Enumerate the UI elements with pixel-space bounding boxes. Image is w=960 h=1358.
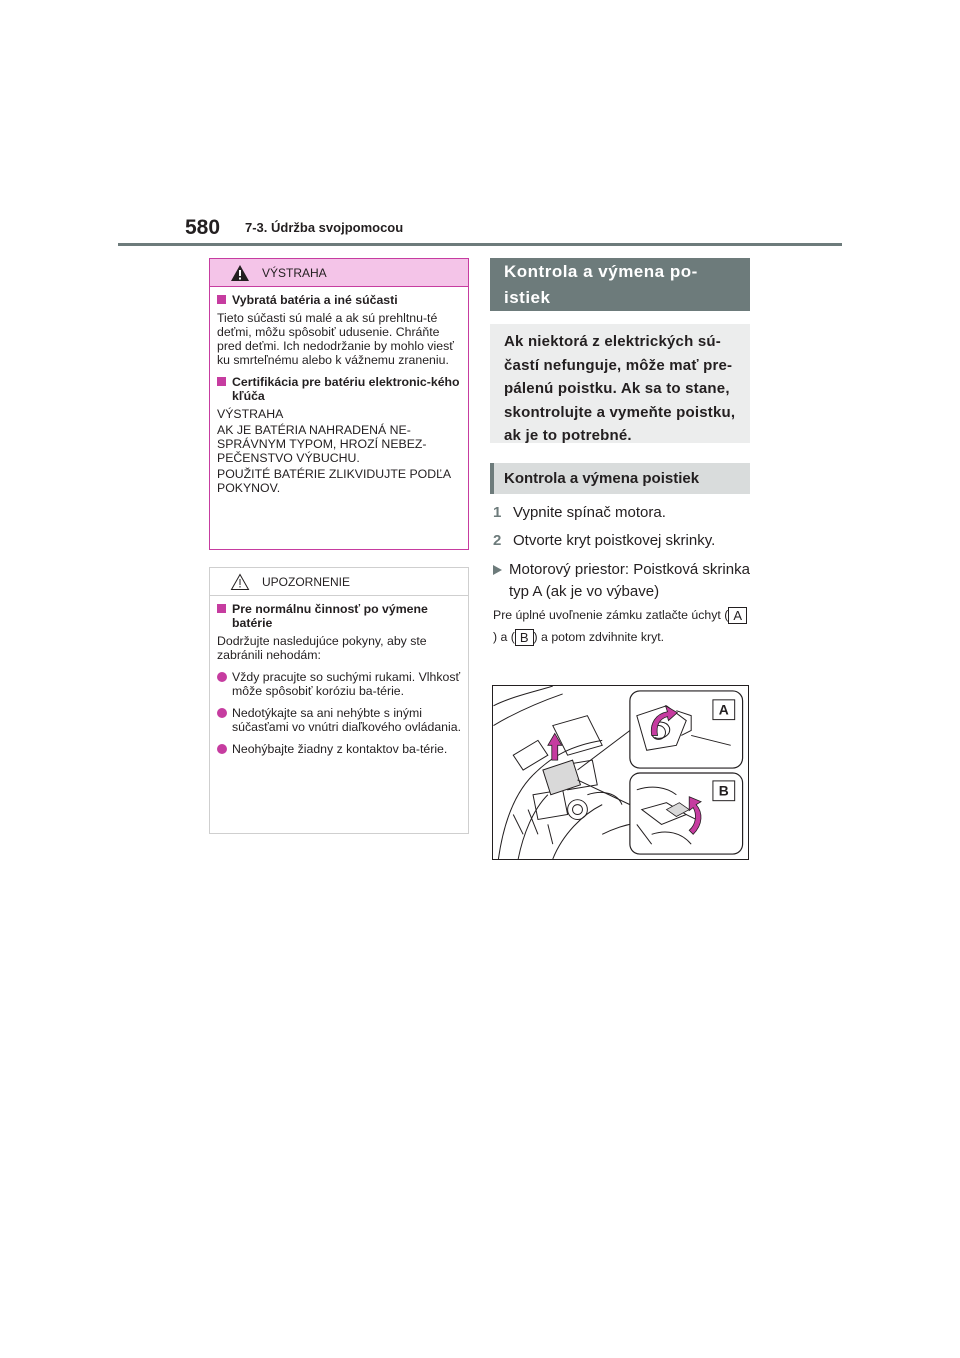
step-number: 1 — [493, 504, 502, 521]
warning-triangle-icon — [230, 264, 250, 282]
arrow-list-item — [493, 559, 753, 603]
detail-text-part: ) a potom zdvihnite kryt. — [533, 630, 665, 644]
fuse-box-illustration — [492, 685, 749, 860]
warning-paragraph-2a: VÝSTRAHA — [217, 407, 284, 421]
dot-bullet-icon — [217, 672, 230, 682]
notice-paragraph-1: Dodržujte nasledujúce pokyny, aby ste zabránili nehodám: — [217, 634, 427, 662]
list-item — [217, 742, 461, 756]
list-item-text: Neohýbajte žiadny z kontaktov ba-térie. — [232, 742, 448, 756]
notice-title: UPOZORNENIE — [262, 574, 351, 589]
square-bullet-icon — [217, 604, 228, 613]
triangle-bullet-icon — [493, 565, 509, 575]
detail-text-part: ) a ( — [493, 630, 515, 644]
warning-title: VÝSTRAHA — [262, 265, 327, 280]
square-bullet-icon — [217, 295, 228, 304]
page-number: 580 — [185, 216, 221, 239]
square-bullet-icon — [217, 377, 228, 386]
label-a-box: A — [728, 607, 747, 624]
warning-body — [210, 287, 468, 495]
warning-heading-2-text: Certifikácia pre batériu elektronic-kého kľúča — [232, 375, 460, 403]
header-rule — [118, 243, 842, 246]
notice-header — [210, 568, 468, 596]
label-b-box: B — [515, 629, 534, 646]
detail-text — [493, 604, 749, 648]
arrow-list-item-text: Motorový priestor: Poistková skrinka typ A (ak je vo výbave) — [509, 561, 750, 600]
warning-heading-2 — [217, 375, 461, 403]
caution-triangle-icon — [230, 573, 250, 591]
warning-paragraph-1: Tieto súčasti sú malé a ak sú prehltnu-té deťmi, môžu spôsobiť udusenie. Chráňte pred deťmi. Ich nedodržanie by mohlo viesť ku smrteľnému alebo k vážnemu zraneniu. — [217, 311, 454, 367]
list-item-text: Vždy pracujte so suchými rukami. Vlhkosť môže spôsobiť koróziu ba-térie. — [232, 670, 461, 698]
warning-heading-1-text: Vybratá batéria a iné súčasti — [232, 293, 398, 307]
step-text: Otvorte kryt poistkovej skrinky. — [513, 532, 716, 549]
list-item — [217, 706, 461, 734]
notice-heading-1-text: Pre normálnu činnosť po výmene batérie — [232, 602, 428, 630]
warning-header — [210, 259, 468, 287]
notice-body — [210, 596, 468, 756]
notice-box — [209, 567, 469, 834]
dot-bullet-icon — [217, 744, 230, 754]
list-item — [217, 670, 461, 698]
warning-paragraph-2c: POUŽITÉ BATÉRIE ZLIKVIDUJTE PODĽA POKYNOV. — [217, 467, 451, 495]
step-number: 2 — [493, 532, 502, 549]
step-text: Vypnite spínač motora. — [513, 504, 666, 521]
engine-bay-drawing — [493, 686, 748, 859]
step-2 — [493, 532, 715, 549]
callout-b: B — [718, 782, 729, 799]
callout-a: A — [718, 701, 729, 718]
warning-paragraph-2b: AK JE BATÉRIA NAHRADENÁ NE-SPRÁVNYM TYPOM, HROZÍ NEBEZ-PEČENSTVO VÝBUCHU. — [217, 423, 427, 465]
fuse-intro: Ak niektorá z elektrických sú-častí nefunguje, môže mať pre-pálenú poistku. Ak sa to stane, skontrolujte a vymeňte poistku, ak je to potrebné. — [490, 324, 750, 443]
list-item-text: Nedotýkajte sa ani nehýbte s inými súčasťami vo vnútri diaľkového ovládania. — [232, 706, 461, 734]
section-title: 7-3. Údržba svojpomocou — [245, 220, 404, 235]
notice-heading-1 — [217, 602, 461, 630]
warning-box — [209, 258, 469, 550]
warning-heading-1 — [217, 293, 461, 307]
fuse-section-title: Kontrola a výmena po-istiek — [490, 258, 750, 311]
step-1 — [493, 504, 666, 521]
detail-text-part: Pre úplné uvoľnenie zámku zatlačte úchyt ( — [493, 608, 729, 622]
fuse-subtitle: Kontrola a výmena poistiek — [490, 463, 750, 494]
dot-bullet-icon — [217, 708, 230, 718]
